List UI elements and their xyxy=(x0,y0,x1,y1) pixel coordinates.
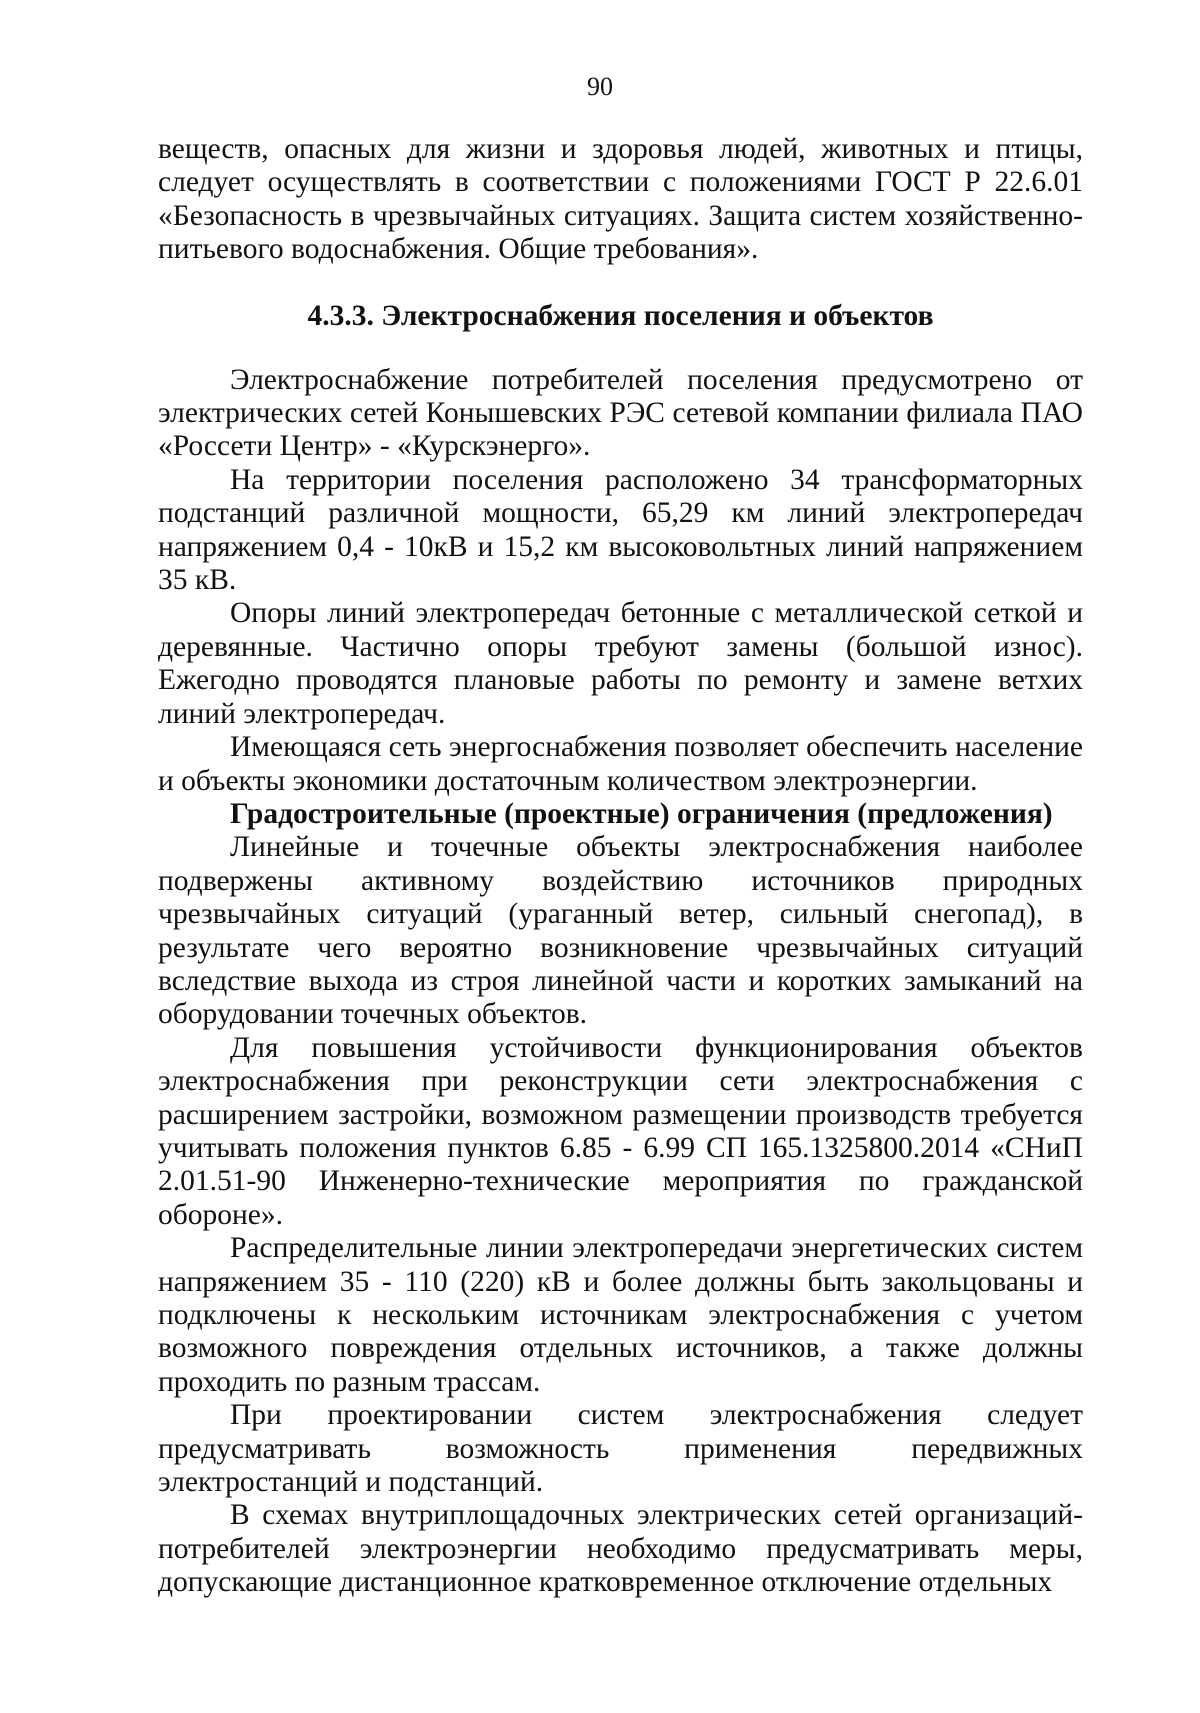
constraints-heading: Градостроительные (проектные) ограничения (предложения) xyxy=(230,797,1053,830)
page-number: 90 xyxy=(587,72,613,101)
constraints-paragraph-1: Линейные и точечные объекты электроснабжения наиболее подвержены активному воздействию источников природных чрезвычайных ситуаций (ураганный ветер, сильный снегопад), в результате чего вероятно возникновение чрезвычайных ситуаций вследствие выхода из строя линейной части и коротких замыканий на оборудовании точечных объектов. xyxy=(158,831,1083,1031)
section-paragraph-3: Опоры линий электропередач бетонные с металлической сеткой и деревянные. Частично опоры требуют замены (большой износ). Ежегодно проводятся плановые работы по ремонту и замене ветхих линий электропередач. xyxy=(158,597,1083,730)
intro-paragraph: веществ, опасных для жизни и здоровья людей, животных и птицы, следует осуществлять в соответствии с положениями ГОСТ Р 22.6.01 «Безопасность в чрезвычайных ситуациях. Защита систем хозяйственно-питьевого водоснабжения. Общие требования». xyxy=(158,133,1083,266)
section-paragraph-4: Имеющаяся сеть энергоснабжения позволяет обеспечить население и объекты экономики достаточным количеством электроэнергии. xyxy=(158,731,1083,797)
section-paragraph-1: Электроснабжение потребителей поселения предусмотрено от электрических сетей Конышевских РЭС сетевой компании филиала ПАО «Россети Центр» - «Курскэнерго». xyxy=(158,363,1083,463)
section-heading: 4.3.3. Электроснабжения поселения и объектов xyxy=(307,299,934,332)
constraints-paragraph-2: Для повышения устойчивости функционирования объектов электроснабжения при реконструкции сети электроснабжения с расширением застройки, возможном размещении производств требуется учитывать положения пунктов 6.85 - 6.99 СП 165.1325800.2014 «СНиП 2.01.51-90 Инженерно-технические мероприятия по гражданской обороне». xyxy=(158,1031,1083,1231)
constraints-paragraph-3: Распределительные линии электропередачи энергетических систем напряжением 35 - 110 (220) кВ и более должны быть закольцованы и подключены к нескольким источникам электроснабжения с учетом возможного повреждения отдельных источников, а также должны проходить по разным трассам. xyxy=(158,1232,1083,1398)
section-paragraph-2: На территории поселения расположено 34 трансформаторных подстанций различной мощности, 65,29 км линий электропередач напряжением 0,4 - 10кВ и 15,2 км высоковольтных линий напряжением 35 кВ. xyxy=(158,463,1083,597)
constraints-paragraph-4: При проектировании систем электроснабжения следует предусматривать возможность применения передвижных электростанций и подстанций. xyxy=(158,1399,1083,1499)
constraints-paragraph-5: В схемах внутриплощадочных электрических сетей организаций-потребителей электроэнергии необходимо предусматривать меры, допускающие дистанционное кратковременное отключение отдельных xyxy=(158,1499,1083,1599)
document-body xyxy=(158,133,1083,1600)
